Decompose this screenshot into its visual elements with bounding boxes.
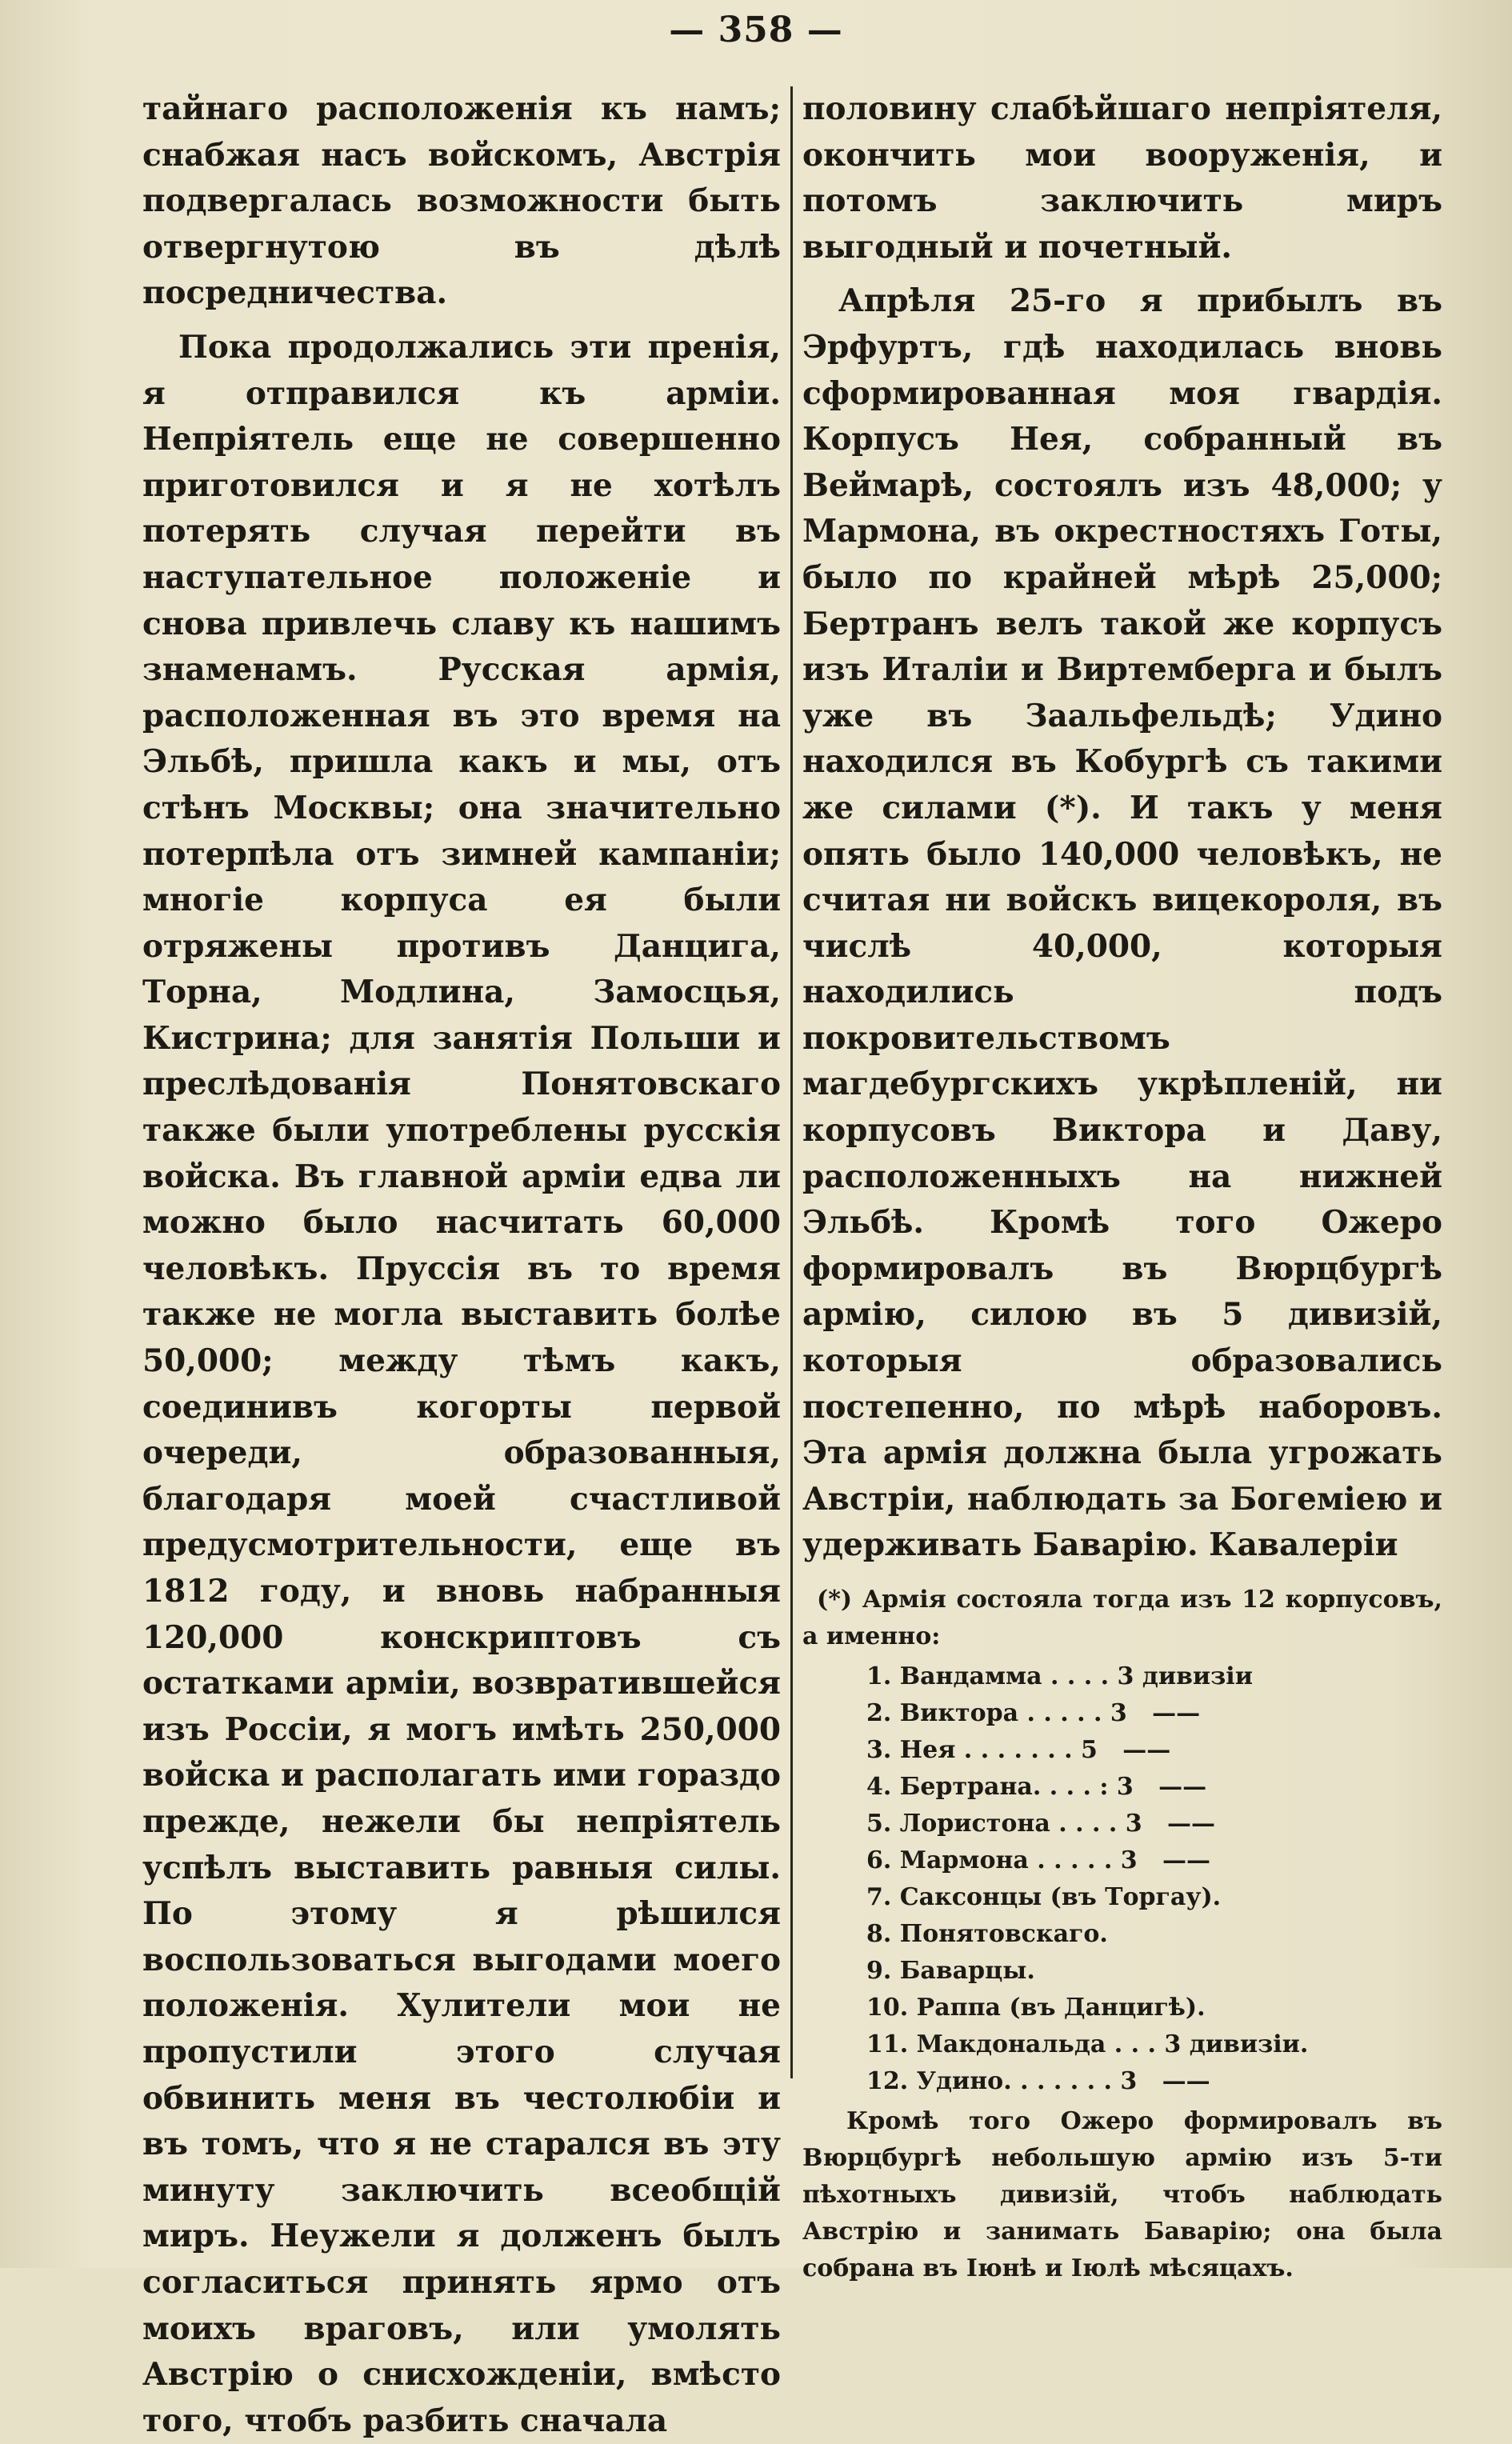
left-paragraph-2: Пока продолжались эти пренія, я отправился къ арміи. Непріятель еще не совершенно приготовился и я не хотѣлъ потерять случая перейти въ наступательное положеніе и снова привлечь славу къ нашимъ знаменамъ. Русская армія, расположенная въ это время на Эльбѣ, пришла какъ и мы, отъ стѣнъ Москвы; она значительно потерпѣла отъ зимней кампаніи; многіе корпуса ея были отряжены противъ Данцига, Торна, Модлина, Замосцья, Кистрина; для занятія Польши и преслѣдованія Понятовскаго также были употреблены русскія войска. Въ главной арміи едва ли можно было насчитать 60,000 человѣкъ. Пруссія въ то время также не могла выставить болѣе 50,000; между тѣмъ какъ, соединивъ когорты первой очереди, образованныя, благодаря моей счастливой предусмотрительности, еще въ 1812 году, и вновь набранныя 120,000 конскриптовъ съ остатками арміи, возвратившейся изъ Россіи, я могъ имѣть 250,000 войска и располагать ими гораздо прежде, нежели бы непріятель успѣлъ выставить равныя силы. По этому я рѣшился воспользоваться выгодами моего положенія. Хулители мои не пропустили этого случая обвинить меня въ честолюбіи и въ томъ, что я не старался въ эту минуту заключить всеобщій миръ. Неужели я долженъ былъ согласиться принять ярмо отъ моихъ враговъ, или умолять Австрію о снисхожденіи, вмѣсто того, чтобъ разбить сначала: [142, 328, 781, 2439]
list-item: 5. Лористона . . . . 3 ——: [866, 1810, 1215, 1838]
list-item: 10. Раппа (въ Данцигѣ).: [866, 1994, 1206, 2022]
list-item: 2. Виктора . . . . . 3 ——: [866, 1699, 1201, 1727]
list-item: 7. Саксонцы (въ Торгау).: [866, 1883, 1222, 1911]
list-item: 11. Макдональда . . . 3 дивизіи.: [866, 2030, 1309, 2058]
page-number: — 358 —: [669, 10, 843, 50]
footnote: [802, 1582, 1442, 2287]
corps-list: [802, 1658, 1442, 2100]
footnote-tail: Кромѣ того Ожеро формировалъ въ Вюрцбургѣ небольшую армію изъ 5-ти пѣхотныхъ дивизій, чтобъ наблюдать Австрію и занимать Баварію; она была собрана въ Іюнѣ и Іюлѣ мѣсяцахъ.: [802, 2107, 1442, 2282]
list-item: 6. Мармона . . . . . 3 ——: [866, 1846, 1210, 1874]
list-item: 4. Бертрана. . . . : 3 ——: [866, 1773, 1207, 1801]
footnote-heading: (*) Армія состояла тогда изъ 12 корпусовъ, а именно:: [802, 1586, 1442, 1650]
list-item: 1. Вандамма . . . . 3 дивизіи: [866, 1662, 1253, 1690]
right-column: [802, 86, 1442, 2287]
right-paragraph-2: Апрѣля 25-го я прибылъ въ Эрфуртъ, гдѣ находилась вновь сформированная моя гвардія. Корпусъ Нея, собранный въ Веймарѣ, состоялъ изъ 48,000; у Мармона, въ окрестностяхъ Готы, было по крайней мѣрѣ 25,000; Бертранъ велъ такой же корпусъ изъ Италіи и Виртемберга и былъ уже въ Заальфельдѣ; Удино находился въ Кобургѣ съ такими же силами (*). И такъ у меня опять было 140,000 человѣкъ, не считая ни войскъ вицекороля, въ числѣ 40,000, которыя находились подъ покровительствомъ магдебургскихъ укрѣпленій, ни корпусовъ Виктора и Даву, расположенныхъ на нижней Эльбѣ. Кромѣ того Ожеро формировалъ въ Вюрцбургѣ армію, силою въ 5 дивизій, которыя образовались постепенно, по мѣрѣ наборовъ. Эта армія должна была угрожать Австріи, наблюдать за Богеміею и удерживать Баварію. Кавалеріи: [802, 282, 1442, 1564]
list-item: 8. Понятовскаго.: [866, 1920, 1108, 1948]
left-paragraph-1: тайнаго расположенія къ намъ; снабжая насъ войскомъ, Австрія подвергалась возможности быть отвергнутою въ дѣлѣ посредничества.: [142, 90, 781, 312]
left-column: [142, 86, 781, 2444]
list-item: 3. Нея . . . . . . . 5 ——: [866, 1736, 1171, 1764]
right-paragraph-1: половину слабѣйшаго непріятеля, окончить мои вооруженія, и потомъ заключить миръ выгодный и почетный.: [802, 90, 1442, 266]
column-divider: [790, 86, 793, 2078]
list-item: 9. Баварцы.: [866, 1957, 1035, 1985]
list-item: 12. Удино. . . . . . . 3 ——: [866, 2067, 1210, 2095]
